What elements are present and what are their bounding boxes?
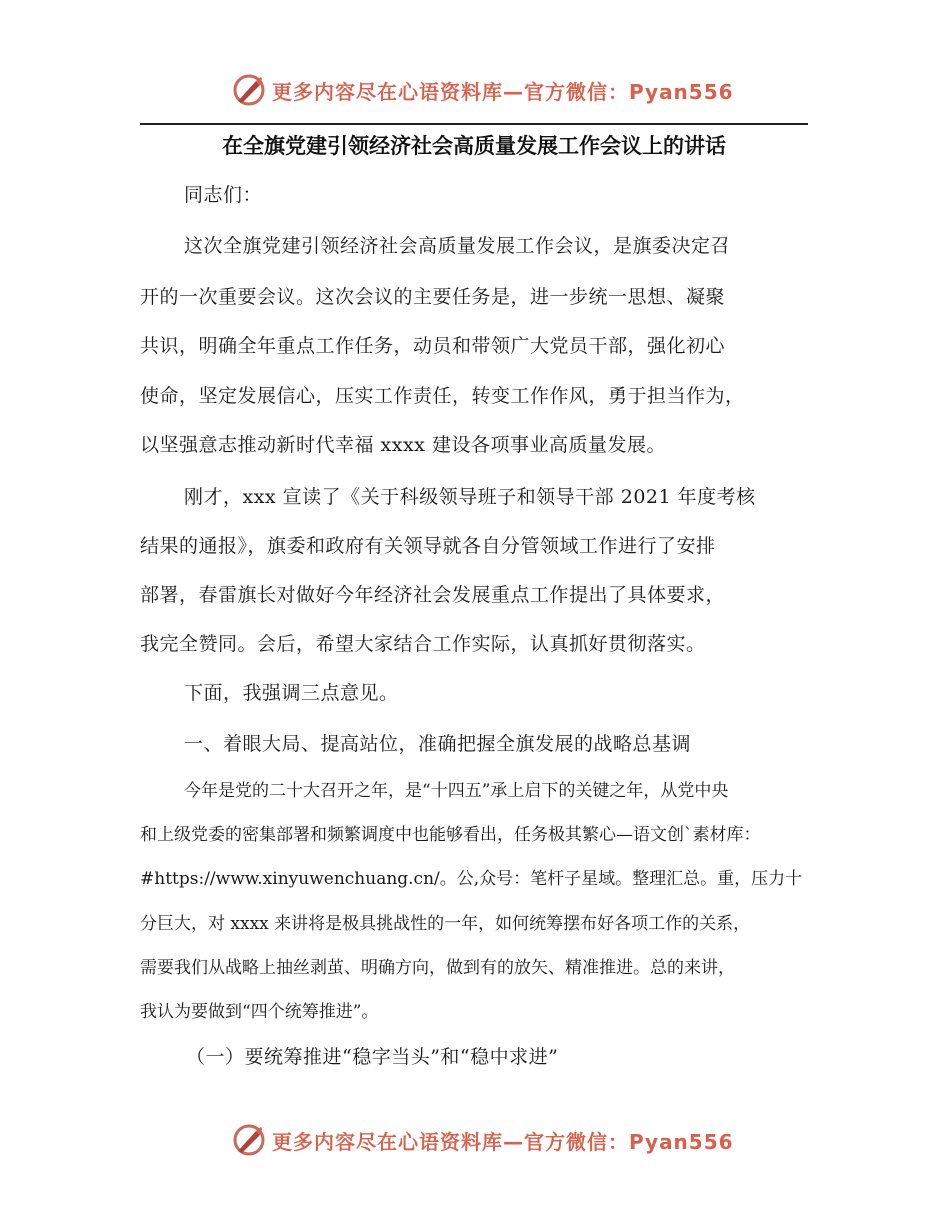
- paragraph-line: 下面，我强调三点意见。: [184, 682, 399, 704]
- paragraph-line: 使命，坚定发展信心，压实工作责任，转变工作作风，勇于担当作为，: [140, 385, 745, 407]
- quill-stamp-icon: [232, 73, 266, 107]
- paragraph-line: 刚才，xxx 宣读了《关于科级领导班子和领导干部 2021 年度考核: [184, 486, 756, 508]
- paragraph-line: 我认为要做到“四个统筹推进”。: [140, 1002, 379, 1022]
- paragraph-line: 这次全旗党建引领经济社会高质量发展工作会议，是旗委决定召: [184, 235, 731, 257]
- paragraph-line: #https://www.xinyuwenchuang.cn/。公,众号：笔杆子星域。整理汇总。重，压力十: [140, 869, 803, 889]
- paragraph-line: 部署，春雷旗长对做好今年经济社会发展重点工作提出了具体要求，: [140, 584, 726, 606]
- watermark-text: 更多内容尽在心语资料库—官方微信：Pyan556: [272, 79, 734, 104]
- paragraph-line: 结果的通报》，旗委和政府有关领导就各自分管领域工作进行了安排: [140, 535, 716, 557]
- paragraph-line: 需要我们从战略上抽丝剥茧、明确方向，做到有的放矢、精准推进。总的来讲，: [140, 958, 735, 978]
- header-watermark: [232, 72, 734, 108]
- header-rule: [140, 123, 808, 125]
- paragraph-line: 今年是党的二十大召开之年，是“十四五”承上启下的关键之年，从党中央: [184, 781, 729, 801]
- paragraph-line: 以坚强意志推动新时代幸福 xxxx 建设各项事业高质量发展。: [140, 434, 666, 456]
- section-heading: 一、着眼大局、提高站位，准确把握全旗发展的战略总基调: [184, 733, 692, 755]
- footer-watermark: [232, 1122, 734, 1158]
- greeting: 同志们：: [184, 184, 263, 206]
- paragraph-line: 我完全赞同。会后，希望大家结合工作实际，认真抓好贯彻落实。: [140, 633, 706, 655]
- document-title: 在全旗党建引领经济社会高质量发展工作会议上的讲话: [222, 134, 726, 158]
- paragraph-line: 和上级党委的密集部署和频繁调度中也能够看出，任务极其繁心—语文创`素材库：: [140, 825, 761, 845]
- subsection-heading: （一）要统筹推进“稳字当头”和“稳中求进”: [186, 1046, 559, 1068]
- paragraph-line: 分巨大，对 xxxx 来讲将是极具挑战性的一年，如何统筹摆布好各项工作的关系，: [140, 914, 751, 934]
- quill-stamp-icon: [232, 1123, 266, 1157]
- watermark-text: 更多内容尽在心语资料库—官方微信：Pyan556: [272, 1129, 734, 1154]
- paragraph-line: 共识，明确全年重点工作任务，动员和带领广大党员干部，强化初心: [140, 335, 726, 357]
- paragraph-line: 开的一次重要会议。这次会议的主要任务是，进一步统一思想、凝聚: [140, 286, 726, 308]
